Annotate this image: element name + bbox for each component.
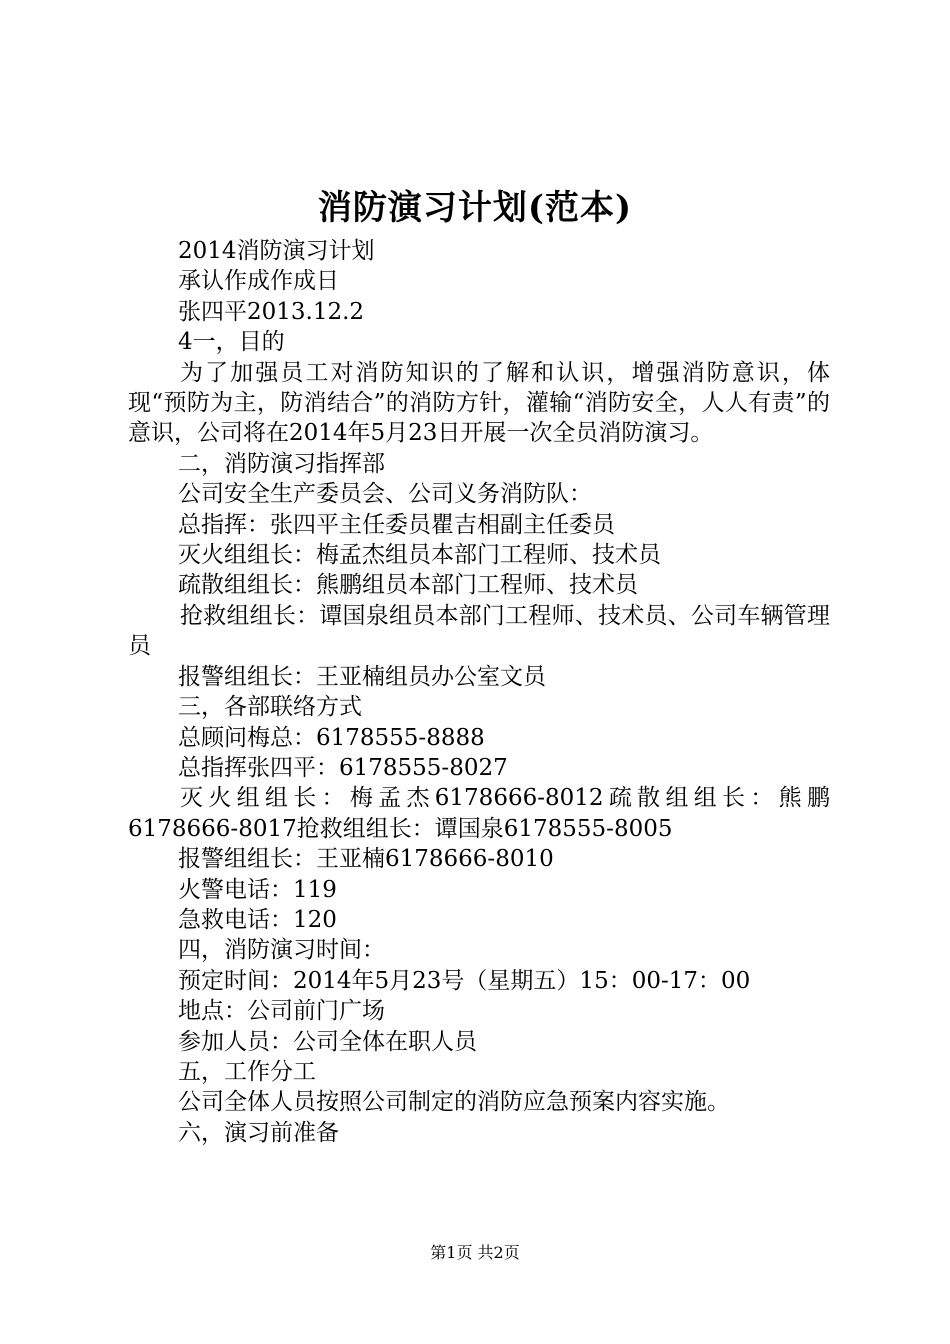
location-line: 地点：公司前门广场 — [178, 998, 385, 1025]
fire-team-line: 灭火组组长：梅孟杰组员本部门工程师、技术员 — [178, 542, 661, 569]
emergency-phone-line: 急救电话：120 — [178, 906, 337, 933]
contact-advisor-line: 总顾问梅总：6178555-8888 — [178, 724, 485, 751]
command-body-line: 公司安全生产委员会、公司义务消防队： — [178, 481, 592, 508]
contact-alarm-line: 报警组组长：王亚楠6178666-8010 — [178, 846, 554, 873]
section-command-heading: 二，消防演习指挥部 — [178, 450, 385, 477]
section-purpose-heading: 4一，目的 — [178, 329, 285, 356]
evacuation-team-line: 疏散组组长：熊鹏组员本部门工程师、技术员 — [178, 572, 638, 599]
alarm-team-line: 报警组组长：王亚楠组员办公室文员 — [178, 663, 546, 690]
page-title: 消防演习计划(范本) — [317, 188, 633, 228]
contact-teams-line: 灭火组组长：梅孟杰6178666-8012疏散组组长：熊鹏6178666-8017抢救组组长：谭国泉6178555-8005 — [128, 785, 830, 842]
participants-line: 参加人员：公司全体在职人员 — [178, 1028, 477, 1055]
plan-heading-line: 2014消防演习计划 — [178, 238, 375, 264]
document-body — [128, 236, 830, 1148]
division-body-line: 公司全体人员按照公司制定的消防应急预案内容实施。 — [178, 1089, 730, 1116]
section-division-heading: 五，工作分工 — [178, 1058, 316, 1085]
section-contacts-heading: 三，各部联络方式 — [178, 694, 362, 721]
section-preparation-heading: 六，演习前准备 — [178, 1119, 339, 1146]
fire-phone-line: 火警电话：119 — [178, 876, 337, 903]
scheduled-time-line: 预定时间：2014年5月23号（星期五）15：00-17：00 — [178, 967, 751, 994]
contact-commander-line: 总指挥张四平：6178555-8027 — [178, 754, 508, 781]
approval-line: 承认作成作成日 — [178, 268, 339, 295]
rescue-team-line: 抢救组组长：谭国泉组员本部门工程师、技术员、公司车辆管理员 — [128, 602, 830, 660]
page-footer: 第1页 共2页 — [430, 1243, 520, 1262]
section-time-heading: 四，消防演习时间： — [178, 937, 385, 964]
author-date-line: 张四平2013.12.2 — [178, 298, 365, 325]
commander-line: 总指挥：张四平主任委员瞿吉相副主任委员 — [178, 511, 615, 538]
purpose-paragraph: 为了加强员工对消防知识的了解和认识，增强消防意识，体现“预防为主，防消结合”的消防方针，灌输“消防安全，人人有责”的意识，公司将在2014年5月23日开展一次全员消防演习。 — [128, 359, 830, 447]
